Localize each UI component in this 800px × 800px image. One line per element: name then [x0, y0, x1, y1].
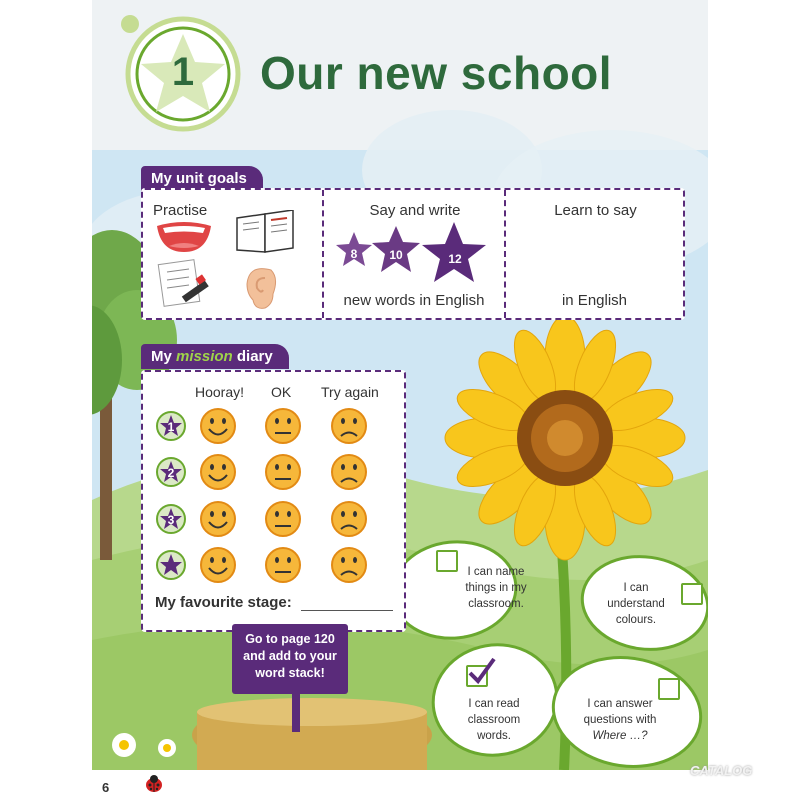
goal-say-write-footer: new words in English	[343, 292, 485, 309]
stage-marker-4	[157, 551, 185, 579]
star-8-label: 8	[350, 247, 358, 261]
favourite-stage-label: My favourite stage:	[155, 594, 292, 611]
watermark-logo: CATALOG	[690, 763, 753, 778]
goal-learn-heading: Learn to say	[554, 202, 637, 219]
ladybird-icon	[144, 774, 164, 794]
smiley-happy-icon[interactable]	[201, 409, 235, 443]
leaf-2-text	[596, 580, 676, 628]
smiley-sad-icon[interactable]	[332, 502, 366, 536]
leaf-3-line-2: classroom	[467, 714, 521, 726]
col-try-again: Try again	[321, 384, 379, 400]
favourite-stage-line[interactable]	[301, 610, 393, 611]
diary-grid	[143, 372, 404, 592]
leaf-1-text	[456, 564, 536, 612]
word-stack-sign	[232, 624, 348, 694]
sign-line-1: Go to page 120	[245, 632, 335, 646]
goal-say-write-heading: Say and write	[369, 202, 461, 219]
book-icon	[235, 210, 295, 254]
smiley-happy-icon[interactable]	[201, 455, 235, 489]
leaf-4-line-3: Where …?	[592, 730, 648, 742]
smiley-happy-icon[interactable]	[201, 548, 235, 582]
smiley-neutral-icon[interactable]	[266, 455, 300, 489]
stage-marker-3	[157, 505, 185, 533]
leaf-2-line-1: I can	[623, 582, 649, 594]
page-title: Our new school	[260, 47, 613, 99]
checkmark-icon	[466, 657, 496, 685]
leaf-4-line-1: I can answer	[587, 698, 653, 710]
leaf-1-line-1: I can name	[467, 566, 525, 578]
ear-icon	[241, 264, 281, 312]
leaf-4-line-2: questions with	[583, 714, 657, 726]
leaf-3-line-1: I can read	[468, 698, 520, 710]
goal-practise-heading: Practise	[153, 202, 208, 219]
mission-diary-tab-pre: My	[151, 348, 172, 365]
smiley-sad-icon[interactable]	[332, 455, 366, 489]
goal-learn	[504, 190, 683, 318]
mission-diary-box	[141, 370, 406, 632]
leaf-1-checkbox[interactable]	[436, 550, 458, 572]
smiley-sad-icon[interactable]	[332, 548, 366, 582]
stage-marker-2	[157, 458, 185, 486]
leaf-2-checkbox[interactable]	[681, 583, 703, 605]
star-10-label: 10	[389, 248, 403, 262]
unit-goals-tab: My unit goals	[141, 166, 263, 191]
col-ok: OK	[271, 384, 292, 400]
col-hooray: Hooray!	[195, 384, 245, 400]
writing-icon	[157, 258, 211, 308]
leaf-2-line-3: colours.	[615, 614, 657, 626]
stage-marker-1	[157, 412, 185, 440]
page-footer	[92, 770, 708, 800]
mouth-icon	[155, 220, 213, 254]
svg-text:1: 1	[167, 420, 175, 434]
leaf-4-text	[572, 696, 668, 744]
page-number: 6	[102, 780, 110, 795]
smiley-happy-icon[interactable]	[201, 502, 235, 536]
goal-learn-footer: in English	[561, 292, 628, 309]
sign-line-2: and add to your	[243, 649, 337, 663]
unit-goals-box	[141, 188, 685, 320]
leaf-1-line-2: things in my	[465, 582, 527, 594]
mission-diary-tab-post: diary	[236, 348, 273, 365]
leaf-3-line-3: words.	[477, 730, 511, 742]
svg-text:2: 2	[167, 466, 175, 480]
leaf-3-text	[454, 696, 534, 744]
leaf-2-line-2: understand	[607, 598, 665, 610]
smiley-neutral-icon[interactable]	[266, 502, 300, 536]
smiley-sad-icon[interactable]	[332, 409, 366, 443]
goal-say-write	[322, 190, 504, 318]
leaf-3-checkbox[interactable]	[466, 665, 488, 687]
ladybird-icon	[144, 720, 164, 740]
star-12-label: 12	[448, 252, 462, 266]
sunflower-icon	[427, 318, 702, 563]
sign-line-3: word stack!	[255, 666, 325, 680]
unit-number: 1	[171, 50, 195, 94]
mission-diary-tab-mission: mission	[176, 348, 233, 365]
smiley-neutral-icon[interactable]	[266, 409, 300, 443]
leaf-1-line-3: classroom.	[468, 598, 524, 610]
svg-text:3: 3	[167, 513, 175, 527]
smiley-neutral-icon[interactable]	[266, 548, 300, 582]
mission-diary-tab	[141, 344, 289, 369]
goal-practise	[143, 190, 322, 318]
